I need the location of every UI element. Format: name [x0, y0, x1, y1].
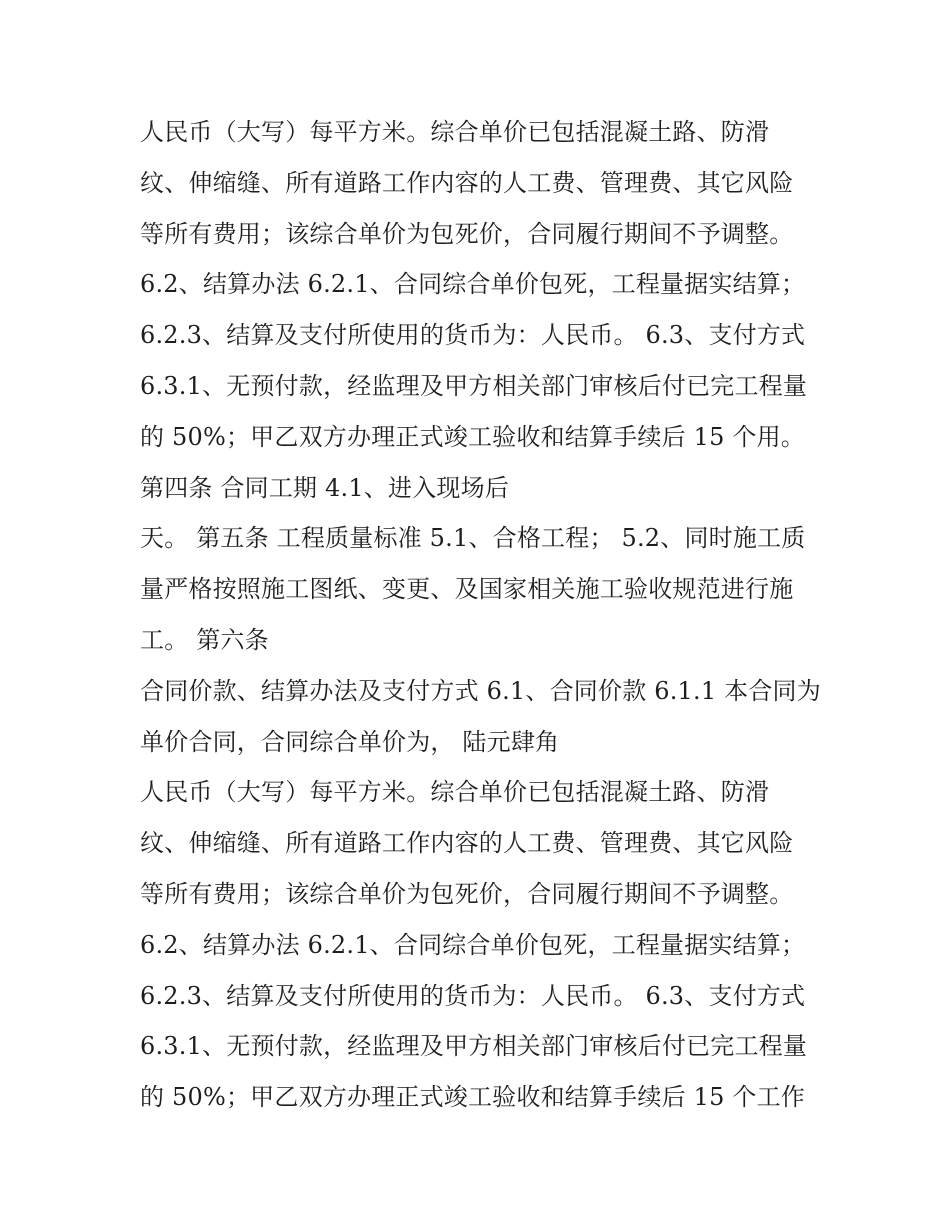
text-line: 等所有费用；该综合单价为包死价，合同履行期间不予调整。: [140, 879, 794, 908]
text-line: 6.2.3、结算及支付所使用的货币为：人民币。 6.3、支付方式: [140, 981, 806, 1010]
text-line: 6.2.3、结算及支付所使用的货币为：人民币。 6.3、支付方式: [140, 321, 806, 350]
text-line: 等所有费用；该综合单价为包死价，合同履行期间不予调整。: [140, 219, 794, 248]
text-line: 人民币（大写）每平方米。综合单价已包括混凝土路、防滑: [140, 118, 770, 146]
text-line: 6.3.1、无预付款，经监理及甲方相关部门审核后付已完工程量: [140, 1032, 808, 1061]
text-line: 工。 第六条: [140, 625, 269, 654]
text-line: 6.2、结算办法 6.2.1、合同综合单价包死，工程量据实结算；: [140, 930, 806, 959]
text-line: 单价合同，合同综合单价为， 陆元肆角: [140, 727, 560, 756]
text-line: 天。 第五条 工程质量标准 5.1、合格工程； 5.2、同时施工质: [140, 524, 806, 553]
text-line: 6.2、结算办法 6.2.1、合同综合单价包死，工程量据实结算；: [140, 270, 806, 299]
contract-text-body: [140, 107, 830, 1123]
text-line: 合同价款、结算办法及支付方式 6.1、合同价款 6.1.1 本合同为: [140, 676, 821, 705]
text-line: 纹、伸缩缝、所有道路工作内容的人工费、管理费、其它风险: [140, 168, 794, 197]
text-line: 的 50%；甲乙双方办理正式竣工验收和结算手续后 15 个工作: [140, 1083, 805, 1112]
text-line: 第四条 合同工期 4.1、进入现场后: [140, 473, 510, 502]
text-line: 量严格按照施工图纸、变更、及国家相关施工验收规范进行施: [140, 575, 794, 604]
text-line: 人民币（大写）每平方米。综合单价已包括混凝土路、防滑: [140, 778, 770, 807]
text-line: 纹、伸缩缝、所有道路工作内容的人工费、管理费、其它风险: [140, 829, 794, 858]
text-line: 6.3.1、无预付款，经监理及甲方相关部门审核后付已完工程量: [140, 371, 808, 400]
text-line: 的 50%；甲乙双方办理正式竣工验收和结算手续后 15 个用。: [140, 422, 805, 451]
